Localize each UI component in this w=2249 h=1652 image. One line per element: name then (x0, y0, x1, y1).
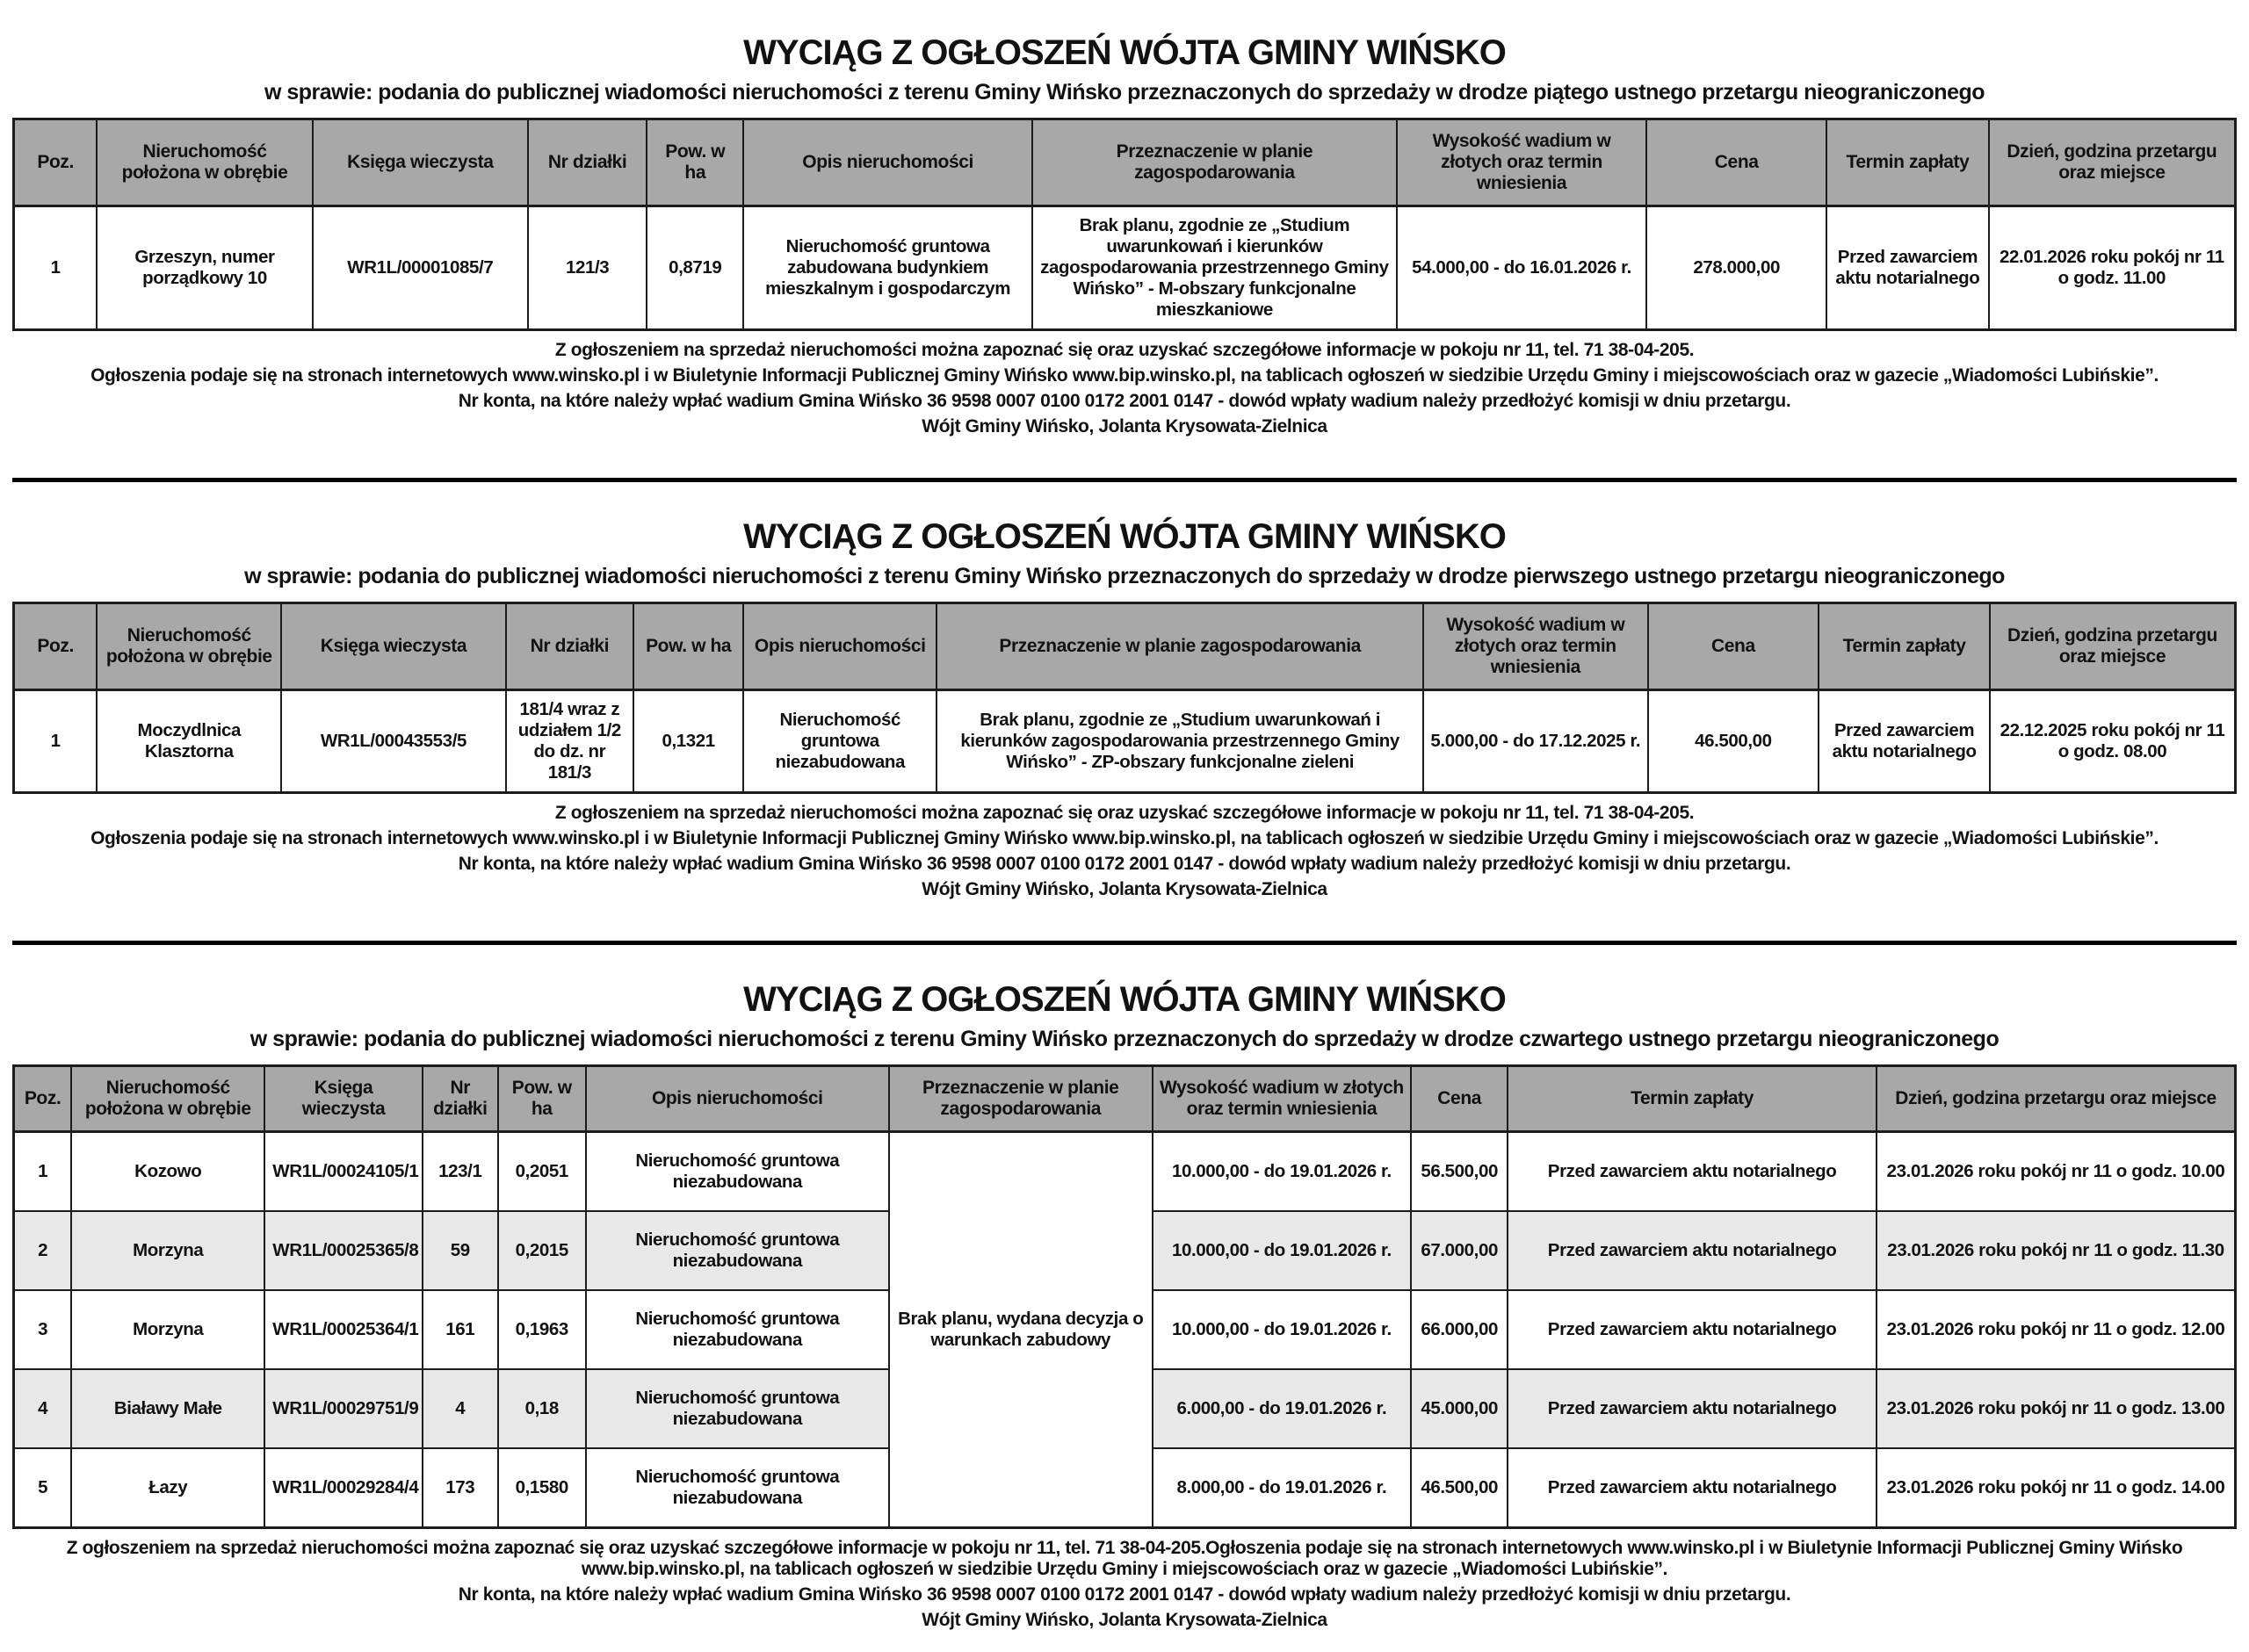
column-header: Wysokość wadium w złotych oraz termin wniesienia (1153, 1066, 1412, 1132)
footer-line: Nr konta, na które należy wpłać wadium Gmina Wińsko 36 9598 0007 0100 0172 2001 0147 - dowód wpłaty wadium należy przedłożyć komisji w dniu przetargu. (458, 854, 1791, 874)
column-header: Nieruchomość położona w obrębie (97, 603, 281, 690)
table-cell: 121/3 (528, 206, 647, 330)
table-cell: Brak planu, zgodnie ze „Studium uwarunkowań i kierunków zagospodarowania przestrzennego Gminy Wińsko” - ZP-obszary funkcjonalne zieleni (936, 690, 1423, 793)
column-header: Nr działki (506, 603, 633, 690)
table-cell: Przed zawarciem aktu notarialnego (1508, 1369, 1877, 1448)
section-auction-4 (12, 980, 2237, 1631)
table-cell: Nieruchomość gruntowa niezabudowana (586, 1290, 889, 1369)
column-header: Opis nieruchomości (743, 119, 1032, 206)
footer-line: Ogłoszenia podaje się na stronach internetowych www.winsko.pl i w Biuletynie Informacji Publicznej Gminy Wińsko www.bip.winsko.pl, na tablicach ogłoszeń w siedzibie Urzędu Gminy i miejscowościach oraz w gazecie „Wiadomości Lubińskie”. (90, 365, 2159, 386)
column-header: Nieruchomość położona w obrębie (71, 1066, 264, 1132)
table-row (14, 1132, 2236, 1212)
table-cell: Białawy Małe (71, 1369, 264, 1448)
section-auction-1 (12, 517, 2237, 900)
column-header: Przeznaczenie w planie zagospodarowania (1032, 119, 1397, 206)
column-header: Księga wieczysta (264, 1066, 423, 1132)
footer-line: Nr konta, na które należy wpłać wadium Gmina Wińsko 36 9598 0007 0100 0172 2001 0147 - dowód wpłaty wadium należy przedłożyć komisji w dniu przetargu. (458, 1584, 1791, 1605)
table-cell: Morzyna (71, 1211, 264, 1290)
table-cell: 22.01.2026 roku pokój nr 11 o godz. 11.00 (1989, 206, 2236, 330)
table-cell: 10.000,00 - do 19.01.2026 r. (1153, 1132, 1412, 1212)
page-title: WYCIĄG Z OGŁOSZEŃ WÓJTA GMINY WIŃSKO (743, 517, 1506, 556)
table-cell: 1 (14, 690, 98, 793)
table-cell: Przed zawarciem aktu notarialnego (1819, 690, 1990, 793)
table-cell: 1 (14, 206, 98, 330)
table-cell: 5 (14, 1448, 72, 1528)
table-cell: Łazy (71, 1448, 264, 1528)
section-divider (12, 941, 2237, 945)
table-cell: 6.000,00 - do 19.01.2026 r. (1153, 1369, 1412, 1448)
table-cell: WR1L/00001085/7 (313, 206, 528, 330)
column-header: Księga wieczysta (281, 603, 505, 690)
column-header: Poz. (14, 1066, 72, 1132)
column-header: Wysokość wadium w złotych oraz termin wniesienia (1423, 603, 1647, 690)
column-header: Nr działki (423, 1066, 498, 1132)
column-header: Poz. (14, 603, 98, 690)
footer-line: Nr konta, na które należy wpłać wadium Gmina Wińsko 36 9598 0007 0100 0172 2001 0147 - dowód wpłaty wadium należy przedłożyć komisji w dniu przetargu. (458, 391, 1791, 411)
table-cell: 4 (423, 1369, 498, 1448)
table-cell: Przed zawarciem aktu notarialnego (1508, 1132, 1877, 1212)
column-header: Przeznaczenie w planie zagospodarowania (936, 603, 1423, 690)
column-header: Termin zapłaty (1508, 1066, 1877, 1132)
page-subtitle: w sprawie: podania do publicznej wiadomości nieruchomości z terenu Gminy Wińsko przeznaczonych do sprzedaży w drodze piątego ustnego przetargu nieograniczonego (264, 80, 1985, 105)
page-subtitle: w sprawie: podania do publicznej wiadomości nieruchomości z terenu Gminy Wińsko przeznaczonych do sprzedaży w drodze pierwszego ustnego przetargu nieograniczonego (244, 564, 2005, 588)
table-cell: 23.01.2026 roku pokój nr 11 o godz. 12.00 (1877, 1290, 2236, 1369)
table-cell: Moczydlnica Klasztorna (97, 690, 281, 793)
column-header: Termin zapłaty (1826, 119, 1989, 206)
column-header: Opis nieruchomości (743, 603, 936, 690)
column-header: Dzień, godzina przetargu oraz miejsce (1877, 1066, 2236, 1132)
column-header: Pow. w ha (633, 603, 743, 690)
column-header: Cena (1411, 1066, 1508, 1132)
section-divider (12, 478, 2237, 482)
table-cell: 66.000,00 (1411, 1290, 1508, 1369)
column-header: Przeznaczenie w planie zagospodarowania (889, 1066, 1153, 1132)
auction-table-5 (12, 118, 2237, 331)
table-cell: WR1L/00025364/1 (264, 1290, 423, 1369)
table-row (14, 690, 2236, 793)
table-cell: 0,1963 (498, 1290, 586, 1369)
table-cell: 22.12.2025 roku pokój nr 11 o godz. 08.00 (1990, 690, 2236, 793)
table-cell: Przed zawarciem aktu notarialnego (1508, 1290, 1877, 1369)
page-title: WYCIĄG Z OGŁOSZEŃ WÓJTA GMINY WIŃSKO (743, 33, 1506, 72)
footer-line: Z ogłoszeniem na sprzedaż nieruchomości można zapoznać się oraz uzyskać szczegółowe informacje w pokoju nr 11, tel. 71 38-04-205.Ogłoszenia podaje się na stronach internetowych www.winsko.pl i w Biuletynie Informacji Publicznej Gminy Wińsko www.bip.winsko.pl, na tablicach ogłoszeń w siedzibie Urzędu Gminy i miejscowościach oraz w gazecie „Wiadomości Lubińskie”. (66, 1538, 2183, 1579)
table-cell: 3 (14, 1290, 72, 1369)
column-header: Nieruchomość położona w obrębie (97, 119, 312, 206)
table-cell: 8.000,00 - do 19.01.2026 r. (1153, 1448, 1412, 1528)
column-header: Pow. w ha (498, 1066, 586, 1132)
table-cell: 46.500,00 (1411, 1448, 1508, 1528)
section-footer (12, 340, 2237, 437)
table-cell: Brak planu, zgodnie ze „Studium uwarunkowań i kierunków zagospodarowania przestrzennego Gminy Wińsko” - M-obszary funkcjonalne mieszkaniowe (1032, 206, 1397, 330)
table-cell: 59 (423, 1211, 498, 1290)
footer-line: Ogłoszenia podaje się na stronach internetowych www.winsko.pl i w Biuletynie Informacji Publicznej Gminy Wińsko www.bip.winsko.pl, na tablicach ogłoszeń w siedzibie Urzędu Gminy i miejscowościach oraz w gazecie „Wiadomości Lubińskie”. (90, 828, 2159, 848)
footer-line: Z ogłoszeniem na sprzedaż nieruchomości można zapoznać się oraz uzyskać szczegółowe informacje w pokoju nr 11, tel. 71 38-04-205. (554, 340, 1695, 360)
table-cell: WR1L/00029751/9 (264, 1369, 423, 1448)
column-header: Dzień, godzina przetargu oraz miejsce (1990, 603, 2236, 690)
table-cell: Nieruchomość gruntowa zabudowana budynkiem mieszkalnym i gospodarczym (743, 206, 1032, 330)
table-cell: 56.500,00 (1411, 1132, 1508, 1212)
table-cell: 5.000,00 - do 17.12.2025 r. (1423, 690, 1647, 793)
column-header: Nr działki (528, 119, 647, 206)
table-cell: Przed zawarciem aktu notarialnego (1508, 1211, 1877, 1290)
table-row (14, 206, 2236, 330)
table-cell: 23.01.2026 roku pokój nr 11 o godz. 10.00 (1877, 1132, 2236, 1212)
table-cell: Nieruchomość gruntowa niezabudowana (743, 690, 936, 793)
auction-table-4 (12, 1064, 2237, 1529)
column-header: Cena (1646, 119, 1826, 206)
table-cell: 181/4 wraz z udziałem 1/2 do dz. nr 181/3 (506, 690, 633, 793)
table-cell: 23.01.2026 roku pokój nr 11 o godz. 11.30 (1877, 1211, 2236, 1290)
table-cell: Nieruchomość gruntowa niezabudowana (586, 1369, 889, 1448)
table-cell: Nieruchomość gruntowa niezabudowana (586, 1211, 889, 1290)
table-cell: 4 (14, 1369, 72, 1448)
table-cell: 45.000,00 (1411, 1369, 1508, 1448)
footer-line: Z ogłoszeniem na sprzedaż nieruchomości można zapoznać się oraz uzyskać szczegółowe informacje w pokoju nr 11, tel. 71 38-04-205. (554, 803, 1695, 823)
table-cell: WR1L/00024105/1 (264, 1132, 423, 1212)
table-cell: 123/1 (423, 1132, 498, 1212)
column-header: Cena (1648, 603, 1819, 690)
table-cell: 2 (14, 1211, 72, 1290)
table-cell: 0,8719 (647, 206, 743, 330)
footer-line: Wójt Gminy Wińsko, Jolanta Krysowata-Zielnica (922, 416, 1327, 436)
table-cell: 46.500,00 (1648, 690, 1819, 793)
table-cell: 0,2015 (498, 1211, 586, 1290)
table-cell: 0,1580 (498, 1448, 586, 1528)
column-header: Pow. w ha (647, 119, 743, 206)
column-header: Opis nieruchomości (586, 1066, 889, 1132)
table-cell: Nieruchomość gruntowa niezabudowana (586, 1448, 889, 1528)
table-cell: 278.000,00 (1646, 206, 1826, 330)
table-cell: 0,18 (498, 1369, 586, 1448)
table-cell: Grzeszyn, numer porządkowy 10 (97, 206, 312, 330)
column-header: Księga wieczysta (313, 119, 528, 206)
table-cell: Kozowo (71, 1132, 264, 1212)
column-header: Dzień, godzina przetargu oraz miejsce (1989, 119, 2236, 206)
page-title: WYCIĄG Z OGŁOSZEŃ WÓJTA GMINY WIŃSKO (743, 980, 1506, 1019)
table-cell: Nieruchomość gruntowa niezabudowana (586, 1132, 889, 1212)
table-cell: 67.000,00 (1411, 1211, 1508, 1290)
table-cell: 54.000,00 - do 16.01.2026 r. (1397, 206, 1647, 330)
footer-line: Wójt Gminy Wińsko, Jolanta Krysowata-Zielnica (922, 879, 1327, 899)
table-cell: Przed zawarciem aktu notarialnego (1508, 1448, 1877, 1528)
table-cell: WR1L/00029284/4 (264, 1448, 423, 1528)
section-footer (12, 1538, 2237, 1631)
footer-line: Wójt Gminy Wińsko, Jolanta Krysowata-Zielnica (922, 1610, 1327, 1630)
table-cell: 23.01.2026 roku pokój nr 11 o godz. 13.00 (1877, 1369, 2236, 1448)
section-footer (12, 803, 2237, 900)
table-cell: 1 (14, 1132, 72, 1212)
table-cell: 0,1321 (633, 690, 743, 793)
column-header: Wysokość wadium w złotych oraz termin wniesienia (1397, 119, 1647, 206)
table-cell: 161 (423, 1290, 498, 1369)
table-cell: Morzyna (71, 1290, 264, 1369)
table-cell: WR1L/00025365/8 (264, 1211, 423, 1290)
table-cell: 0,2051 (498, 1132, 586, 1212)
column-header: Termin zapłaty (1819, 603, 1990, 690)
column-header: Poz. (14, 119, 98, 206)
table-cell: 23.01.2026 roku pokój nr 11 o godz. 14.00 (1877, 1448, 2236, 1528)
section-auction-5 (12, 33, 2237, 437)
table-cell: Przed zawarciem aktu notarialnego (1826, 206, 1989, 330)
auction-table-1 (12, 602, 2237, 794)
table-cell: 173 (423, 1448, 498, 1528)
table-cell: 10.000,00 - do 19.01.2026 r. (1153, 1211, 1412, 1290)
table-cell: Brak planu, wydana decyzja o warunkach zabudowy (889, 1132, 1153, 1528)
page-subtitle: w sprawie: podania do publicznej wiadomości nieruchomości z terenu Gminy Wińsko przeznaczonych do sprzedaży w drodze czwartego ustnego przetargu nieograniczonego (249, 1027, 2000, 1051)
table-cell: WR1L/00043553/5 (281, 690, 505, 793)
table-cell: 10.000,00 - do 19.01.2026 r. (1153, 1290, 1412, 1369)
